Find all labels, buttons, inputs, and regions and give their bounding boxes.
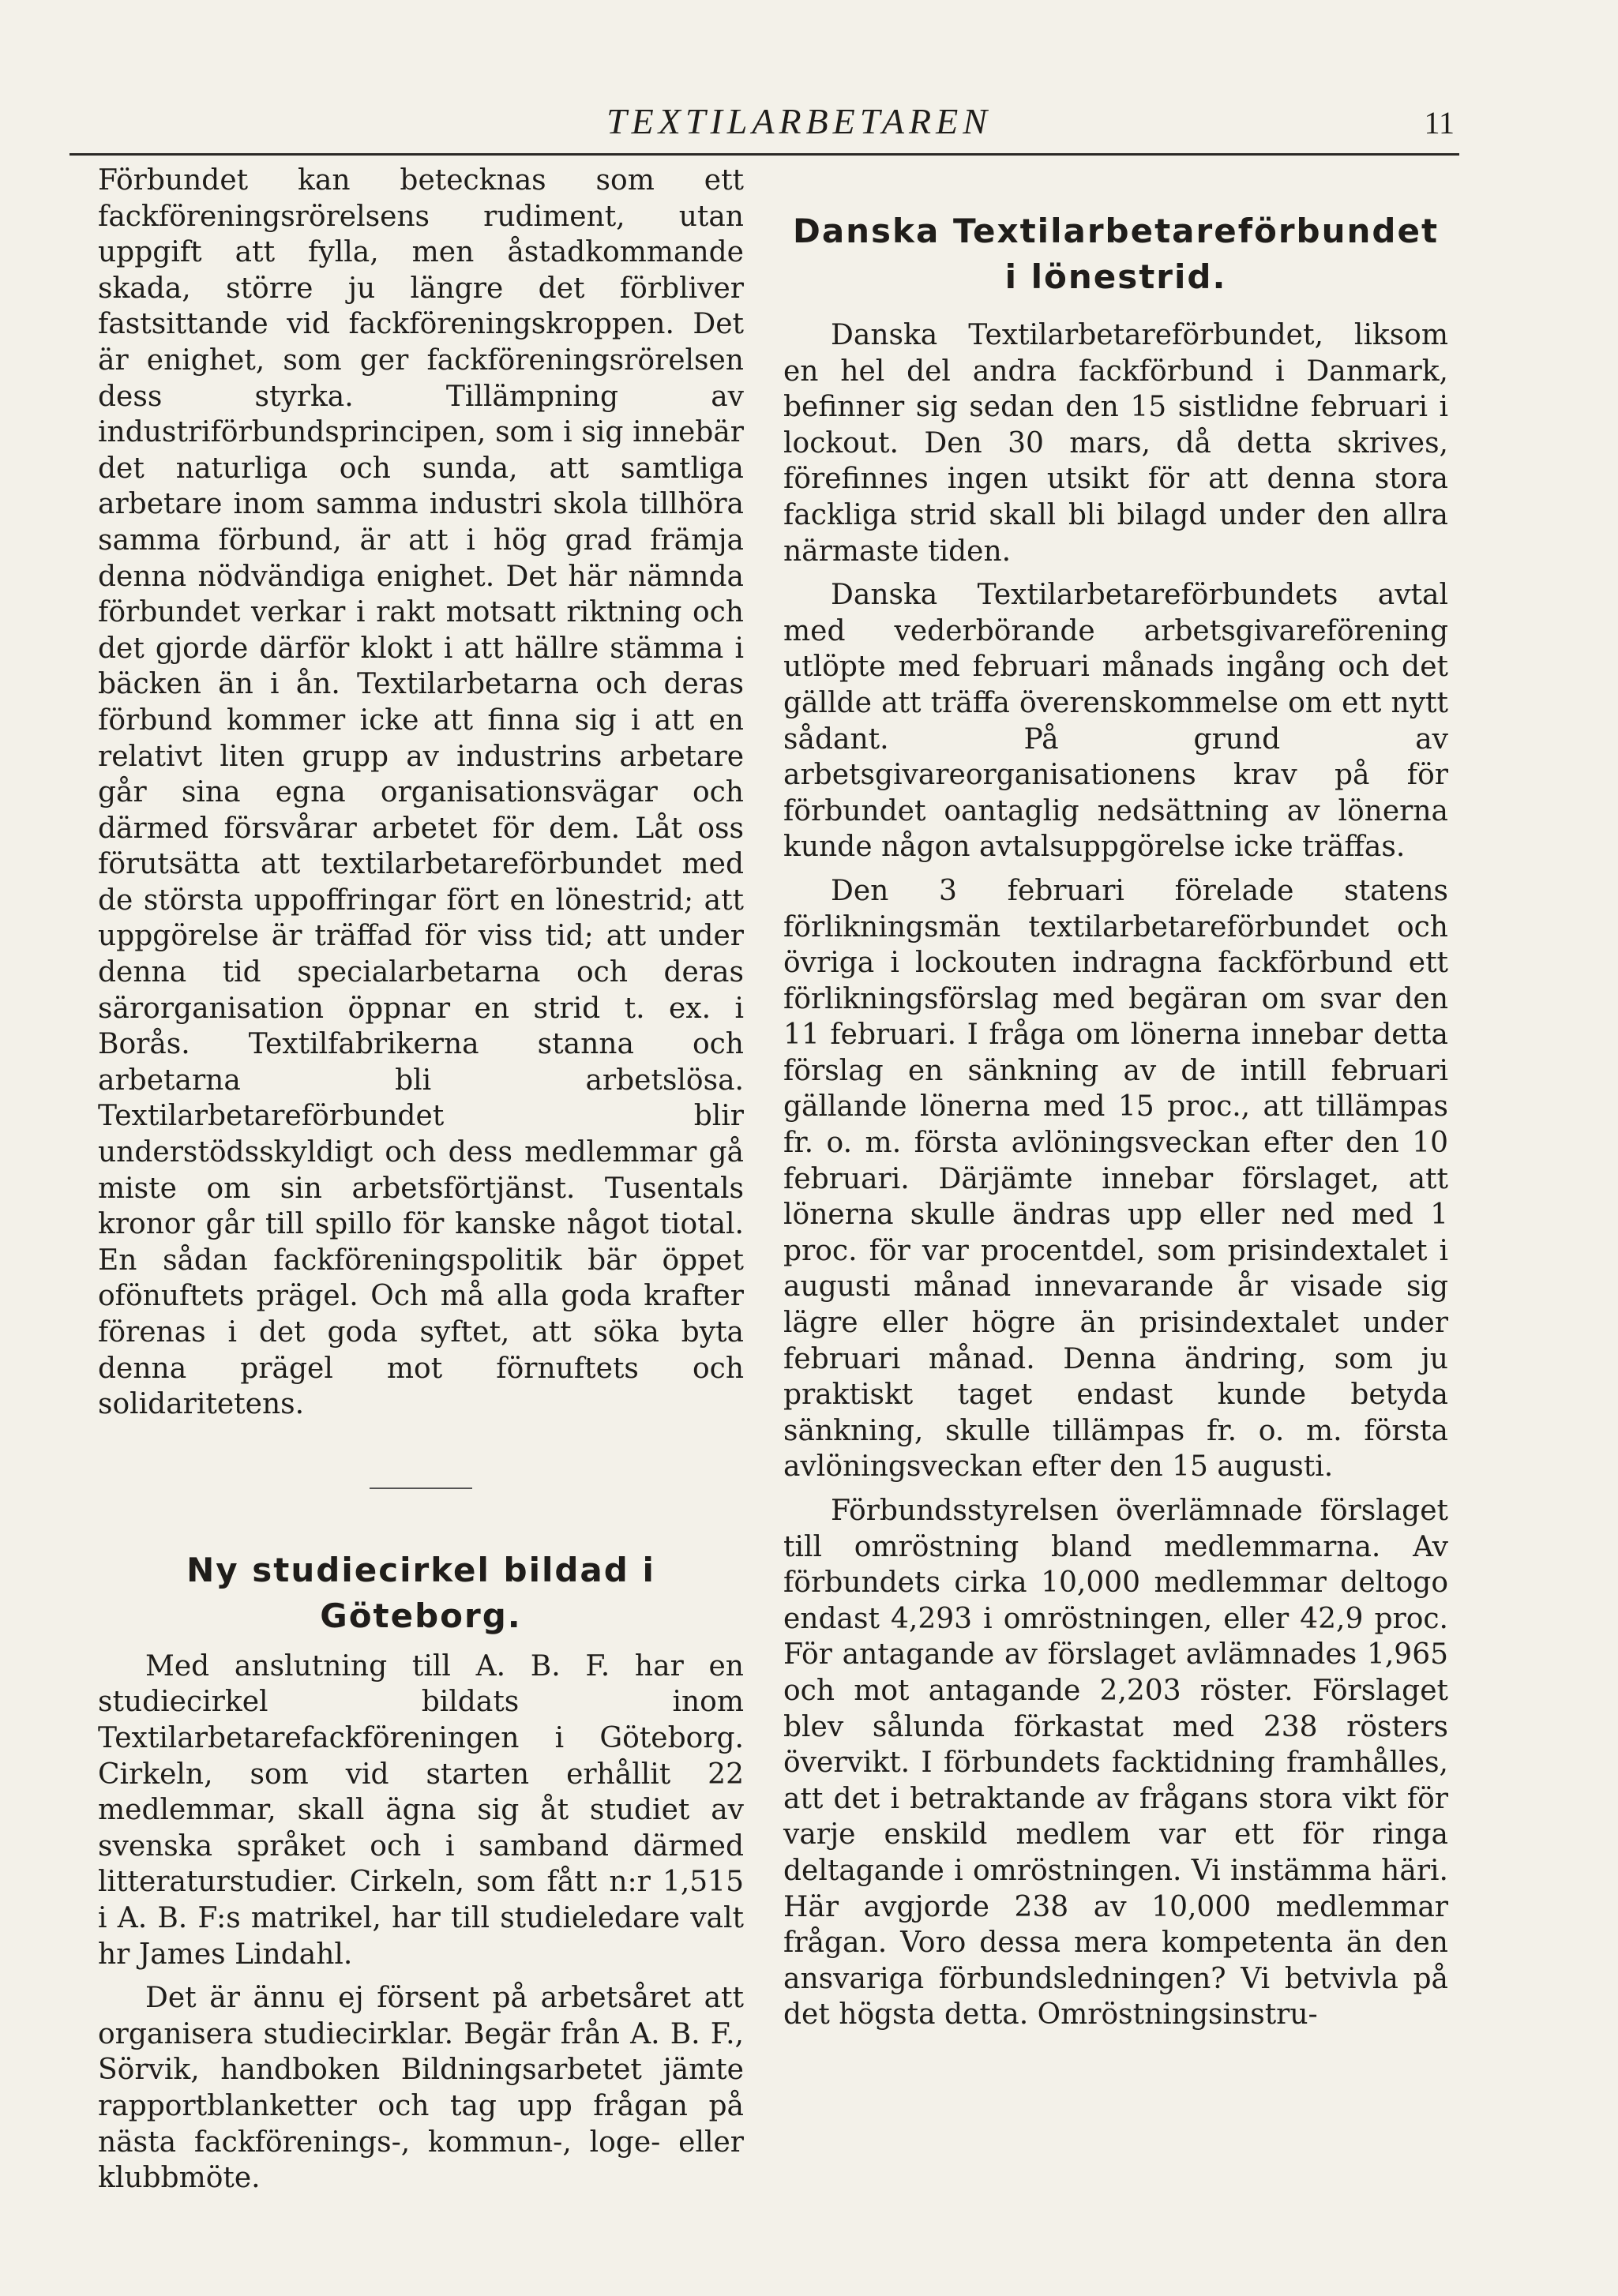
- right-column: [783, 163, 1448, 2033]
- study-circle-paragraph-2: Det är ännu ej försent på arbetsåret att organisera studiecirklar. Begär från A. B. F., Sörvik, handboken Bildningsarbetet jämte rapportblanketter och tag upp frågan på nästa fackförenings-, kommun-, loge- eller klubbmöte.: [98, 1982, 744, 2195]
- danish-union-paragraph-4: Förbundsstyrelsen överlämnade förslaget till omröstning bland medlemmarna. Av förbundets cirka 10,000 medlemmar deltogo endast 4,293 i omröstningen, eller 42,9 proc. För antagande av förslaget avlämnades 1,965 och mot antagande 2,203 röster. Förslaget blev sålunda förkastat med 238 rösters övervikt. I förbundets facktidning framhålles, att det i betraktande av frågans stora vikt för varje enskild medlem var ett för ringa deltagande i omröstningen. Vi instämma häri. Här avgjorde 238 av 10,000 medlemmar frågan. Voro dessa mera kompetenta än den ansvariga förbundsledningen? Vi betvivla på det högsta detta. Omröstningsinstru-: [783, 1495, 1448, 2032]
- page-number: 11: [1424, 105, 1455, 141]
- study-circle-headline: Ny studiecirkel bildad i Göteborg.: [186, 1550, 655, 1635]
- left-column: [98, 163, 744, 2197]
- running-header: [69, 93, 1459, 156]
- study-circle-paragraph-1: Med anslutning till A. B. F. har en studiecirkel bildats inom Textilarbetarefackföreningen i Göteborg. Cirkeln, som vid starten erhållit 22 medlemmar, skall ägna sig åt studiet av svenska språket och i samband därmed litteraturstudier. Cirkeln, som fått n:r 1,515 i A. B. F:s matrikel, har till studieledare valt hr James Lindahl.: [98, 1649, 744, 1971]
- danish-union-paragraph-2: Danska Textilarbetareförbundets avtal med vederbörande arbetsgivareförening utlöpte med februari månads ingång och det gällde att träffa överenskommelse om ett nytt sådant. På grund av arbetsgivareorganisationens krav på för förbundet oantaglig nedsättning av lönerna kunde någon avtalsuppgörelse icke träffas.: [783, 579, 1448, 864]
- article-divider: [370, 1488, 472, 1489]
- continued-article-paragraph: Förbundet kan betecknas som ett fackföreningsrörelsens rudiment, utan uppgift att fylla, men åstadkommande skada, större ju längre det förbliver fastsittande vid fackföreningskroppen. Det är enighet, som ger fackföreningsrörelsen dess styrka. Tillämpning av industriförbundsprincipen, som i sig innebär det naturliga och sunda, att samtliga arbetare inom samma industri skola tillhöra samma förbund, är att i hög grad främja denna nödvändiga enighet. Det här nämnda förbundet verkar i rakt motsatt riktning och det gjorde därför klokt i att hällre stämma i bäcken än i ån. Textilarbetarna och deras förbund kommer icke att finna sig i att en relativt liten grupp av industrins arbetare går sina egna organisationsvägar och därmed försvårar arbetet för dem. Låt oss förutsätta att textilarbetareförbundet med de största uppoffringar fört en lönestrid; att uppgörelse är träffad för viss tid; att under denna tid specialarbetarna och deras särorganisation öppnar en strid t. ex. i Borås. Textilfabrikerna stanna och arbetarna bli arbetslösa. Textilarbetareförbundet blir understödsskyldigt och dess medlemmar gå miste om sin arbetsförtjänst. Tusentals kronor går till spillo för kanske något tiotal. En sådan fackföreningspolitik bär öppet ofönuftets prägel. Och må alla goda krafter förenas i det goda syftet, att söka byta denna prägel mot förnuftets och solidaritetens.: [98, 164, 744, 1421]
- danish-union-paragraph-1: Danska Textilarbetareförbundet, liksom en hel del andra fackförbund i Danmark, befinner sig sedan den 15 sistlidne februari i lockout. Den 30 mars, då detta skrives, förefinnes ingen utsikt för att denna stora fackliga strid skall bli bilagd under den allra närmaste tiden.: [783, 319, 1448, 568]
- danish-union-headline: Danska Textilarbetareförbundet i lönestrid.: [792, 212, 1440, 296]
- journal-title: TEXTILARBETAREN: [606, 101, 992, 141]
- danish-union-paragraph-3: Den 3 februari förelade statens förlikningsmän textilarbetareförbundet och övriga i lockouten indragna fackförbund ett förlikningsförslag med begäran om svar den 11 februari. I fråga om lönerna innebar detta förslag en sänkning av de intill februari gällande lönerna med 15 proc., att tillämpas fr. o. m. första avlöningsveckan efter den 10 februari. Därjämte innebar förslaget, att lönerna skulle ändras upp eller ned med 1 proc. för var procentdel, som prisindextalet i augusti månad innevarande år visade sig lägre eller högre än prisindextalet under februari månad. Denna ändring, som ju praktiskt taget endast kunde betyda sänkning, skulle tillämpas fr. o. m. första avlöningsveckan efter den 15 augusti.: [783, 874, 1448, 1484]
